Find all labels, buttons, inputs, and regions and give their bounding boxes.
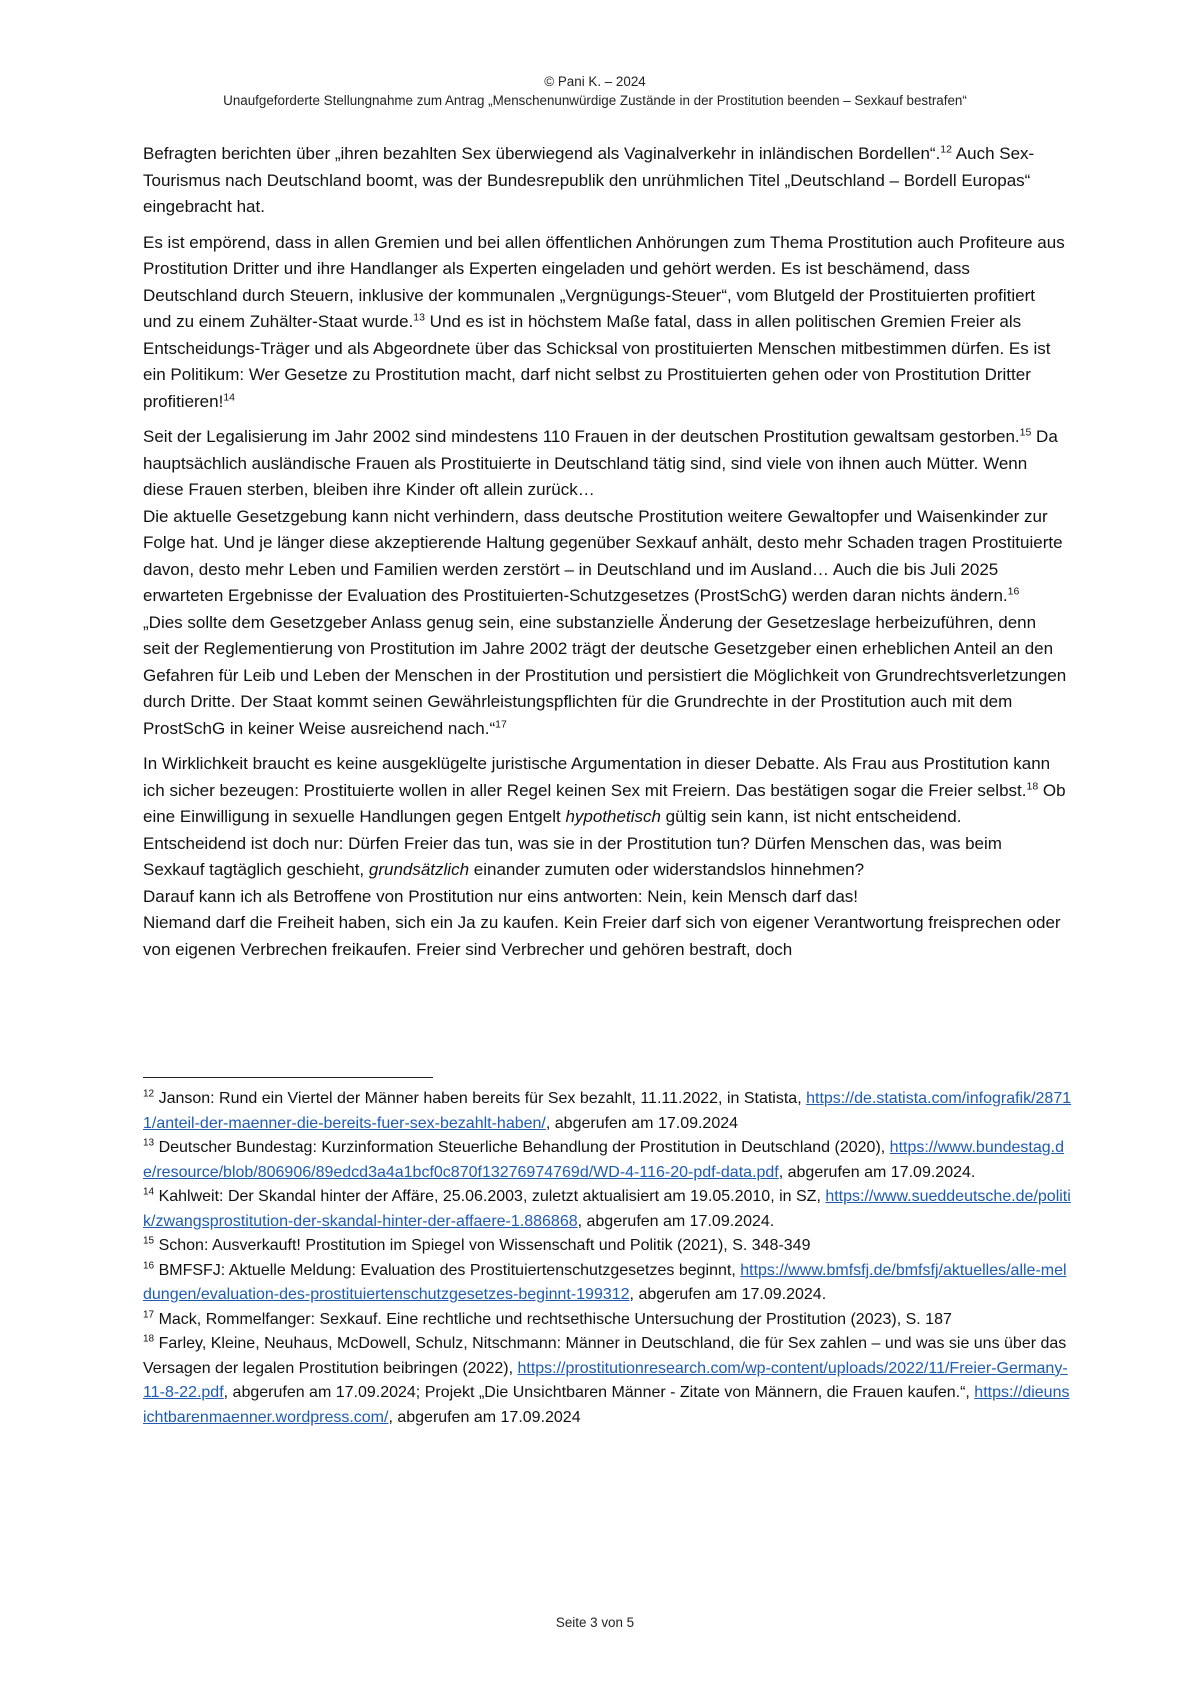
text-run: Ob eine Einwilligung in sexuelle Handlungen gegen Entgelt [143,780,1066,826]
text-run: Seit der Legalisierung im Jahr 2002 sind mindestens 110 Frauen in der deutschen Prostitution gewaltsam gestorben. [143,427,1020,446]
footnote-number: 15 [143,1235,155,1247]
footnotes [143,1087,1073,1430]
footnote-text: , abgerufen am 17.09.2024. [629,1286,827,1303]
footnote-link[interactable]: https://dieunsichtbarenmaenner.wordpress.com/ [143,1384,1070,1426]
text-run: Auch Sex-Tourismus nach Deutschland boomt, was der Bundesrepublik den unrühmlichen Titel „Deutschland – Bordell Europas“ eingebracht hat. [143,144,1035,216]
footnote-17 [143,1308,1073,1333]
footnote-text: Kahlweit: Der Skandal hinter der Affäre, 25.06.2003, zuletzt aktualisiert am 19.05.2010, in SZ, [154,1188,826,1205]
page-header [0,72,1190,110]
text-run: Darauf kann ich als Betroffene von Prostitution nur eins antworten: Nein, kein Mensch darf das! [143,886,859,906]
footnote-link[interactable]: https://www.bundestag.de/resource/blob/806906/89edcd3a4a1bcf0c870f13276974769d/WD-4-116-20-pdf-data.pdf [143,1139,1064,1181]
footnote-12 [143,1087,1073,1136]
footnote-ref[interactable]: 14 [223,390,236,403]
footnote-ref[interactable]: 13 [413,311,425,324]
text-run: einander zumuten oder widerstandslos hinnehmen? [469,860,865,879]
footnote-number: 17 [143,1309,155,1321]
text-run: Niemand darf die Freiheit haben, sich ein Ja zu kaufen. Kein Freier darf sich von eigener Verantwortung freisprechen oder von eigenen Verbrechen freikaufen. Freier sind Verbrecher und gehören bestraft, doch [143,913,1061,959]
footnote-ref[interactable]: 15 [1019,426,1032,439]
emphasis-text: hypothetisch [565,807,661,826]
footnote-text: , abgerufen am 17.09.2024; Projekt „Die Unsichtbaren Männer - Zitate von Männern, die Frauen kaufen.“, [223,1384,975,1401]
footnote-link[interactable]: https://www.sueddeutsche.de/politik/zwangsprostitution-der-skandal-hinter-der-affaere-1.886868 [143,1188,1071,1230]
text-run: In Wirklichkeit braucht es keine ausgeklügelte juristische Argumentation in dieser Debatte. Als Frau aus Prostitution kann ich sicher bezeugen: Prostituierte wollen in aller Regel keinen Sex mit Freiern. Das bestätigen sogar die Freier selbst. [143,754,1051,800]
footnote-13 [143,1136,1073,1185]
footnote-14 [143,1185,1073,1234]
footnote-ref[interactable]: 18 [1026,779,1039,792]
text-run: Es ist empörend, dass in allen Gremien und bei allen öffentlichen Anhörungen zum Thema Prostitution auch Profiteure aus Prostitution Dritter und ihre Handlanger als Experten eingeladen und gehört werden. Es ist beschämend, dass Deutschland durch Steuern, inklusive der kommunalen „Vergnügungs-Steuer“, vom Blutgeld der Prostituierten profitiert und zu einem Zuhälter-Staat wurde. [143,232,1065,331]
footnote-number: 14 [143,1186,155,1198]
text-run: Da hauptsächlich ausländische Frauen als Prostituierte in Deutschland tätig sind, sind viele von ihnen auch Mütter. Wenn diese Frauen sterben, bleiben ihre Kinder oft allein zurück… [143,427,1058,499]
page-footer [0,1615,1190,1630]
footnote-link[interactable]: https://www.bmfsfj.de/bmfsfj/aktuelles/alle-meldungen/evaluation-des-prostituiertenschutzgesetzes-beginnt-199312 [143,1261,1067,1303]
footnote-text: Farley, Kleine, Neuhaus, McDowell, Schulz, Nitschmann: Männer in Deutschland, die für Sex zahlen – und was sie uns über das Versagen der legalen Prostitution beibringen (2022), [143,1335,1067,1377]
paragraph-2 [143,230,1067,416]
paragraph-4 [143,751,1067,963]
footnote-link[interactable]: https://prostitutionresearch.com/wp-content/uploads/2022/11/Freier-Germany-11-8-22.pdf [143,1359,1068,1401]
footnote-ref[interactable]: 16 [1007,585,1020,598]
footnote-text: Deutscher Bundestag: Kurzinformation Steuerliche Behandlung der Prostitution in Deutschland (2020), [154,1139,890,1156]
footnote-16 [143,1259,1073,1308]
footnote-link[interactable]: https://de.statista.com/infografik/28711/anteil-der-maenner-die-bereits-fuer-sex-bezahlt-haben/ [143,1090,1072,1132]
footnote-text: , abgerufen am 17.09.2024 [545,1114,739,1132]
quote-text: „Dies sollte dem Gesetzgeber Anlass genug sein, eine substanzielle Änderung der Gesetzeslage herbeizuführen, denn seit der Reglementierung von Prostitution im Jahre 2002 trägt der deutsche Gesetzgeber einen erheblichen Anteil an den Gefahren für Leib und Leben der Menschen in der Prostitution und persistiert die Möglichkeit von Grundrechtsverletzungen durch Dritte. Der Staat kommt seinen Gewährleistungspflichten für die Grundrechte in der Prostitution auch mit dem ProstSchG in keiner Weise ausreichend nach.“ [143,612,1067,738]
footnote-text: , abgerufen am 17.09.2024. [778,1163,976,1181]
footnote-text: Mack, Rommelfanger: Sexkauf. Eine rechtliche und rechtsethische Untersuchung der Prostitution (2023), S. 187 [154,1310,952,1328]
footnote-text: BMFSFJ: Aktuelle Meldung: Evaluation des Prostituiertenschutzgesetzes beginnt, [154,1261,741,1279]
footnote-15 [143,1234,1073,1259]
header-subtitle: Unaufgeforderte Stellungnahme zum Antrag „Menschenunwürdige Zustände in der Prostitution beenden – Sexkauf bestrafen“ [223,93,967,108]
text-run: gültig sein kann, ist nicht entscheidend. Entscheidend ist doch nur: Dürfen Freier das tun, was sie in der Prostitution tun? Dürfen Menschen das, was beim Sexkauf tagtäglich geschieht, [143,807,1002,879]
text-run: Die aktuelle Gesetzgebung kann nicht verhindern, dass deutsche Prostitution weitere Gewaltopfer und Waisenkinder zur Folge hat. Und je länger diese akzeptierende Haltung gegenüber Sexkauf anhält, desto mehr Schaden tragen Prostituierte davon, desto mehr Leben und Familien werden zerstört – in Deutschland und im Ausland… Auch die bis Juli 2025 erwarteten Ergebnisse der Evaluation des Prostituierten-Schutzgesetzes (ProstSchG) werden daran nichts ändern. [143,506,1063,605]
footnote-ref[interactable]: 12 [940,143,952,156]
text-run: Befragten berichten über „ihren bezahlten Sex überwiegend als Vaginalverkehr in inländischen Bordellen“. [143,144,941,163]
footnote-number: 13 [143,1137,155,1149]
body-text [143,141,1067,972]
footnote-text: , abgerufen am 17.09.2024. [577,1212,775,1230]
footnote-text: Schon: Ausverkauft! Prostitution im Spiegel von Wissenschaft und Politik (2021), S. 348-349 [154,1237,811,1254]
footnote-number: 16 [143,1260,155,1272]
header-copyright: © Pani K. – 2024 [544,74,646,89]
paragraph-3 [143,424,1067,742]
text-run: Und es ist in höchstem Maße fatal, dass in allen politischen Gremien Freier als Entscheidungs-Träger und als Abgeordnete über das Schicksal von prostituierten Menschen mitbestimmen dürfen. Es ist ein Politikum: Wer Gesetze zu Prostitution macht, darf nicht selbst zu Prostituierten gehen oder von Prostitution Dritter profitieren! [143,312,1051,411]
paragraph-1 [143,141,1067,221]
footnote-text: , abgerufen am 17.09.2024 [388,1408,581,1426]
footnote-separator [143,1077,433,1078]
emphasis-text: grundsätzlich [368,860,470,879]
page-number: Seite 3 von 5 [555,1615,635,1630]
footnote-number: 18 [143,1333,155,1345]
footnote-18 [143,1332,1073,1430]
footnote-text: Janson: Rund ein Viertel der Männer haben bereits für Sex bezahlt, 11.11.2022, in Statista, [154,1090,807,1107]
footnote-ref[interactable]: 17 [495,717,507,730]
footnote-number: 12 [143,1088,155,1100]
